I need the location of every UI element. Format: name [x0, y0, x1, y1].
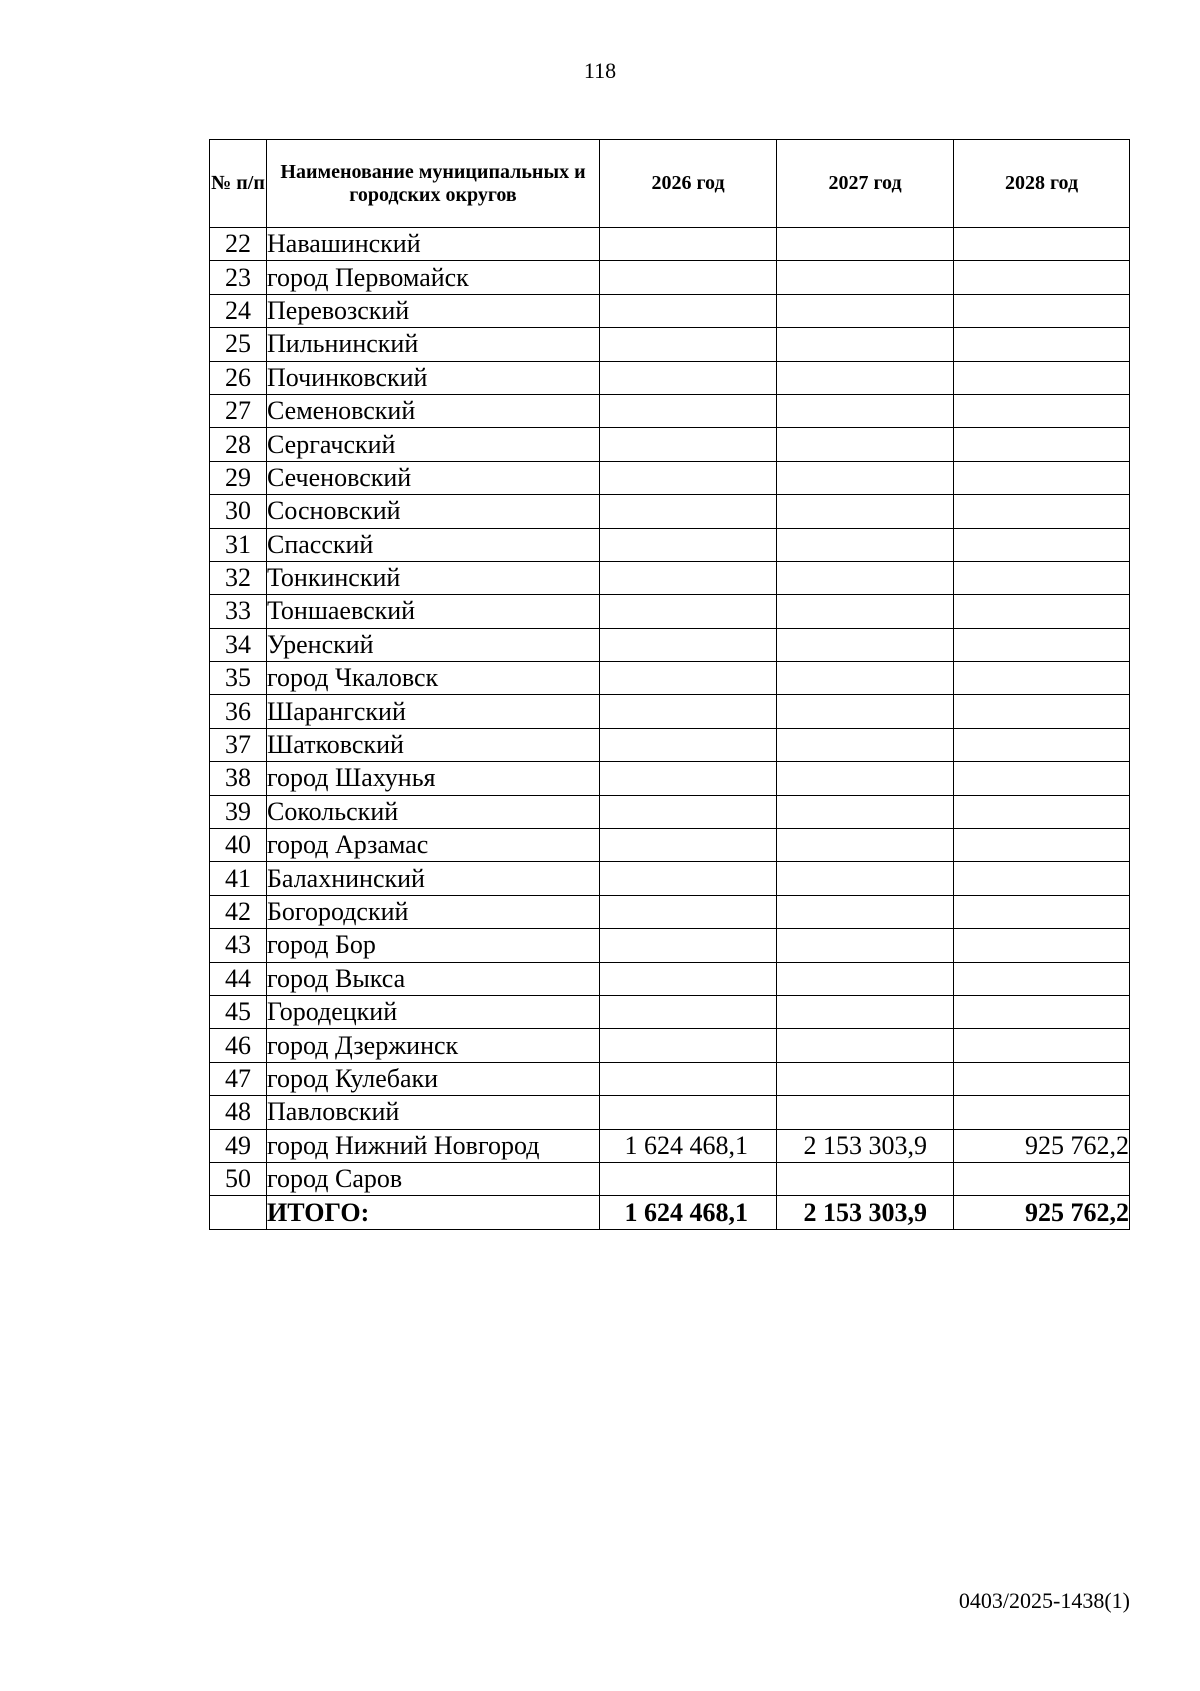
cell-2026: [600, 695, 777, 728]
cell-2027: [777, 695, 954, 728]
cell-num: 39: [210, 795, 267, 828]
cell-2026: [600, 461, 777, 494]
table-row: [210, 895, 1130, 928]
cell-2027: [777, 461, 954, 494]
table-row: [210, 294, 1130, 327]
table-row: [210, 461, 1130, 494]
cell-2027: [777, 662, 954, 695]
cell-2027: [777, 795, 954, 828]
cell-2026: [600, 361, 777, 394]
table-row: [210, 795, 1130, 828]
table-row: [210, 495, 1130, 528]
cell-num: 44: [210, 962, 267, 995]
cell-2027: [777, 728, 954, 761]
cell-num: 42: [210, 895, 267, 928]
cell-num: 46: [210, 1029, 267, 1062]
cell-name: Пильнинский: [267, 328, 600, 361]
cell-name: город Шахунья: [267, 762, 600, 795]
cell-2028: [954, 1029, 1130, 1062]
table-row: [210, 595, 1130, 628]
cell-name: Сеченовский: [267, 461, 600, 494]
table-row: [210, 561, 1130, 594]
cell-name: Навашинский: [267, 228, 600, 261]
document-code: 0403/2025-1438(1): [958, 1588, 1130, 1613]
cell-num: 23: [210, 261, 267, 294]
cell-2028: [954, 929, 1130, 962]
cell-2026: 1 624 468,1: [600, 1129, 777, 1162]
cell-2026: [600, 294, 777, 327]
cell-2027: [777, 428, 954, 461]
cell-2027: [777, 261, 954, 294]
cell-num: 36: [210, 695, 267, 728]
table-row: [210, 695, 1130, 728]
cell-2026: [600, 862, 777, 895]
cell-2027: 2 153 303,9: [777, 1129, 954, 1162]
table-row: [210, 829, 1130, 862]
cell-name: Городецкий: [267, 995, 600, 1028]
table-row: [210, 1129, 1130, 1162]
cell-2026: [600, 328, 777, 361]
cell-2028: [954, 394, 1130, 427]
table-row: [210, 1096, 1130, 1129]
cell-2027: [777, 595, 954, 628]
cell-num: 31: [210, 528, 267, 561]
cell-2027: [777, 361, 954, 394]
cell-num: 26: [210, 361, 267, 394]
cell-name: Павловский: [267, 1096, 600, 1129]
cell-2028: [954, 595, 1130, 628]
cell-2027: [777, 1029, 954, 1062]
cell-2026: [600, 795, 777, 828]
cell-name: Уренский: [267, 628, 600, 661]
cell-2028: [954, 1162, 1130, 1195]
cell-name: Богородский: [267, 895, 600, 928]
cell-num: 28: [210, 428, 267, 461]
cell-num: 24: [210, 294, 267, 327]
cell-2026: [600, 628, 777, 661]
table-row: [210, 929, 1130, 962]
cell-2027: [777, 394, 954, 427]
cell-num: 30: [210, 495, 267, 528]
cell-2028: [954, 628, 1130, 661]
cell-2028: [954, 862, 1130, 895]
cell-2026: [600, 995, 777, 1028]
cell-name: Сергачский: [267, 428, 600, 461]
cell-2028: [954, 528, 1130, 561]
total-2026: 1 624 468,1: [600, 1196, 777, 1229]
cell-2026: [600, 829, 777, 862]
cell-2027: [777, 228, 954, 261]
cell-2028: [954, 294, 1130, 327]
cell-name: город Кулебаки: [267, 1062, 600, 1095]
total-row: [210, 1196, 1130, 1229]
cell-2027: [777, 995, 954, 1028]
table-row: [210, 1162, 1130, 1195]
cell-2028: [954, 428, 1130, 461]
table-row: [210, 728, 1130, 761]
cell-2028: [954, 795, 1130, 828]
cell-name: Починковский: [267, 361, 600, 394]
cell-name: Шатковский: [267, 728, 600, 761]
cell-2027: [777, 895, 954, 928]
cell-2028: [954, 728, 1130, 761]
cell-2027: [777, 628, 954, 661]
header-name: Наименование муниципальных и городских округов: [267, 140, 600, 228]
cell-2028: [954, 895, 1130, 928]
cell-2027: [777, 1062, 954, 1095]
cell-2027: [777, 762, 954, 795]
cell-num: 45: [210, 995, 267, 1028]
cell-num: 35: [210, 662, 267, 695]
cell-num: 25: [210, 328, 267, 361]
table-row: [210, 995, 1130, 1028]
cell-2027: [777, 294, 954, 327]
cell-2026: [600, 728, 777, 761]
table-row: [210, 628, 1130, 661]
cell-num: 50: [210, 1162, 267, 1195]
header-2026: 2026 год: [600, 140, 777, 228]
municipal-table: [209, 139, 1130, 1230]
cell-2028: [954, 228, 1130, 261]
cell-2027: [777, 929, 954, 962]
cell-name: город Нижний Новгород: [267, 1129, 600, 1162]
cell-2026: [600, 895, 777, 928]
cell-2026: [600, 929, 777, 962]
table-row: [210, 328, 1130, 361]
cell-num: 37: [210, 728, 267, 761]
cell-name: Семеновский: [267, 394, 600, 427]
total-2028: 925 762,2: [954, 1196, 1130, 1229]
cell-2027: [777, 862, 954, 895]
table-body: [210, 228, 1130, 1230]
cell-2026: [600, 1162, 777, 1195]
table-row: [210, 428, 1130, 461]
cell-2027: [777, 962, 954, 995]
cell-2026: [600, 261, 777, 294]
cell-2026: [600, 428, 777, 461]
cell-2026: [600, 762, 777, 795]
table-row: [210, 862, 1130, 895]
cell-2026: [600, 528, 777, 561]
total-label: ИТОГО:: [267, 1196, 600, 1229]
cell-2028: [954, 762, 1130, 795]
cell-2028: [954, 1096, 1130, 1129]
cell-name: Сосновский: [267, 495, 600, 528]
cell-name: город Чкаловск: [267, 662, 600, 695]
page-number: 118: [583, 58, 617, 83]
cell-2027: [777, 829, 954, 862]
cell-name: Перевозский: [267, 294, 600, 327]
table-row: [210, 261, 1130, 294]
cell-2026: [600, 1096, 777, 1129]
cell-2027: [777, 495, 954, 528]
cell-2026: [600, 1029, 777, 1062]
cell-2028: [954, 328, 1130, 361]
table-row: [210, 228, 1130, 261]
table-row: [210, 662, 1130, 695]
table-row: [210, 394, 1130, 427]
cell-name: Спасский: [267, 528, 600, 561]
header-num: № п/п: [210, 140, 267, 228]
table-row: [210, 1029, 1130, 1062]
cell-num: 29: [210, 461, 267, 494]
cell-2026: [600, 495, 777, 528]
cell-num: 38: [210, 762, 267, 795]
cell-name: Сокольский: [267, 795, 600, 828]
cell-2027: [777, 561, 954, 594]
cell-2028: [954, 995, 1130, 1028]
cell-num: 41: [210, 862, 267, 895]
cell-2028: [954, 962, 1130, 995]
cell-2026: [600, 962, 777, 995]
cell-name: Тонкинский: [267, 561, 600, 594]
cell-num: 47: [210, 1062, 267, 1095]
cell-2028: [954, 829, 1130, 862]
cell-2026: [600, 561, 777, 594]
cell-2028: [954, 495, 1130, 528]
cell-2028: [954, 461, 1130, 494]
cell-2026: [600, 662, 777, 695]
cell-name: Шарангский: [267, 695, 600, 728]
cell-num: [210, 1196, 267, 1229]
cell-num: 33: [210, 595, 267, 628]
cell-num: 27: [210, 394, 267, 427]
cell-name: город Саров: [267, 1162, 600, 1195]
header-2027: 2027 год: [777, 140, 954, 228]
cell-num: 43: [210, 929, 267, 962]
cell-2027: [777, 1096, 954, 1129]
cell-name: Тоншаевский: [267, 595, 600, 628]
table-row: [210, 962, 1130, 995]
cell-2026: [600, 228, 777, 261]
cell-num: 22: [210, 228, 267, 261]
cell-2028: [954, 1062, 1130, 1095]
table-header-row: [210, 140, 1130, 228]
cell-num: 34: [210, 628, 267, 661]
cell-2028: [954, 261, 1130, 294]
cell-name: город Дзержинск: [267, 1029, 600, 1062]
cell-2026: [600, 394, 777, 427]
cell-2026: [600, 595, 777, 628]
table-row: [210, 528, 1130, 561]
cell-name: город Первомайск: [267, 261, 600, 294]
cell-2027: [777, 528, 954, 561]
cell-name: город Выкса: [267, 962, 600, 995]
cell-2028: [954, 695, 1130, 728]
table-row: [210, 1062, 1130, 1095]
cell-2026: [600, 1062, 777, 1095]
table-row: [210, 762, 1130, 795]
cell-name: Балахнинский: [267, 862, 600, 895]
cell-num: 49: [210, 1129, 267, 1162]
table-row: [210, 361, 1130, 394]
cell-2028: [954, 361, 1130, 394]
cell-2027: [777, 328, 954, 361]
header-2028: 2028 год: [954, 140, 1130, 228]
cell-name: город Арзамас: [267, 829, 600, 862]
cell-name: город Бор: [267, 929, 600, 962]
cell-2028: 925 762,2: [954, 1129, 1130, 1162]
cell-num: 40: [210, 829, 267, 862]
cell-num: 32: [210, 561, 267, 594]
cell-2027: [777, 1162, 954, 1195]
cell-2028: [954, 662, 1130, 695]
cell-num: 48: [210, 1096, 267, 1129]
cell-2028: [954, 561, 1130, 594]
total-2027: 2 153 303,9: [777, 1196, 954, 1229]
